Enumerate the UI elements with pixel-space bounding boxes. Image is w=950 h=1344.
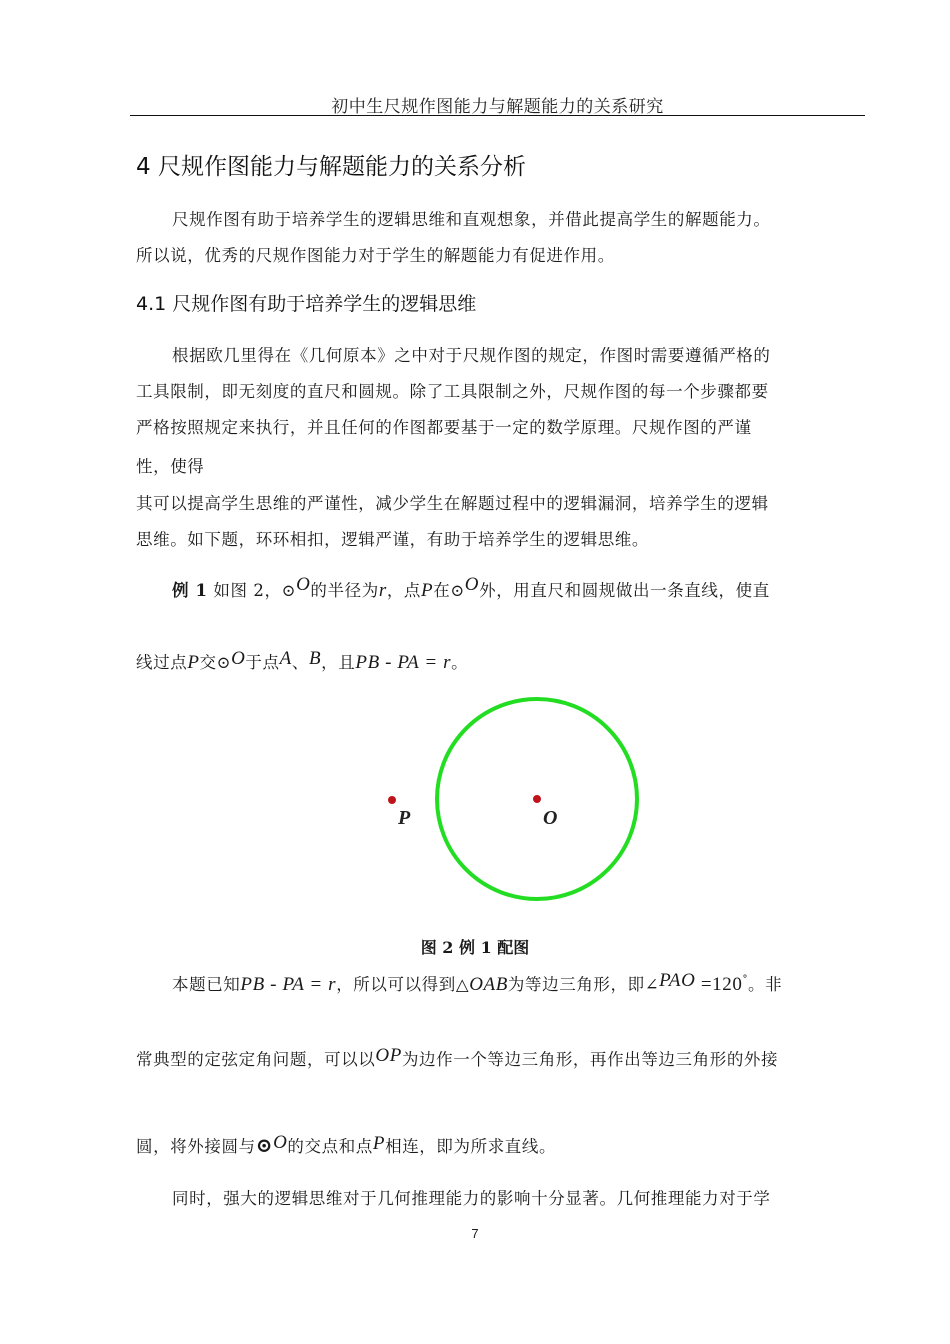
figure-2-diagram: [360, 690, 660, 910]
angle-symbol: ∠: [644, 975, 660, 994]
math-equation: PB - PA = r: [240, 974, 337, 995]
math-P: P: [372, 1133, 386, 1154]
math-PAO: PAO: [659, 970, 696, 991]
example-line-1: 例 1 如图 2，⊙O的半径为r，点P在⊙O外，用直尺和圆规做出一条直线，使直: [172, 574, 770, 601]
example-line-2: 线过点P交⊙O于点A、B，且PB - PA = r。: [136, 648, 469, 673]
math-B: B: [308, 648, 322, 669]
circle-symbol: ⊙: [281, 581, 297, 600]
math-O: O: [296, 574, 311, 595]
math-OP: OP: [375, 1045, 402, 1066]
solution-line-1: 本题已知PB - PA = r，所以可以得到△OAB为等边三角形，即∠PAO =120°。非: [172, 970, 783, 995]
intro-line-1: 尺规作图有助于培养学生的逻辑思维和直观想象，并借此提高学生的解题能力。: [172, 210, 771, 229]
point-O: [533, 795, 541, 803]
math-O: O: [464, 574, 480, 595]
page-number: 7: [471, 1226, 479, 1241]
solution-line-3: 圆，将外接圆与⊙O的交点和点P相连，即为所求直线。: [136, 1132, 557, 1157]
section-heading: 4 尺规作图能力与解题能力的关系分析: [136, 154, 526, 180]
para1-line-2: 工具限制，即无刻度的直尺和圆规。除了工具限制之外，尺规作图的每一个步骤都要: [136, 382, 769, 401]
math-O: O: [231, 648, 246, 669]
label-P: P: [398, 807, 411, 829]
subsection-heading: 4.1 尺规作图有助于培养学生的逻辑思维: [136, 293, 477, 315]
degree-symbol: °: [742, 974, 749, 985]
math-P: P: [187, 652, 200, 673]
figure-caption: 图 2 例 1 配图: [420, 938, 530, 957]
header-rule: [130, 115, 865, 116]
math-A: A: [279, 648, 292, 669]
example-label: 例 1: [172, 581, 208, 600]
para1-line-5: 其可以提高学生思维的严谨性，减少学生在解题过程中的逻辑漏洞，培养学生的逻辑: [136, 494, 769, 513]
para1-line-3: 严格按照规定来执行，并且任何的作图都要基于一定的数学原理。尺规作图的严谨: [136, 418, 752, 437]
circle-symbol: ⊙: [450, 581, 465, 600]
circle-symbol: ⊙: [255, 1133, 274, 1157]
solution-line-2: 常典型的定弦定角问题，可以以OP为边作一个等边三角形，再作出等边三角形的外接: [136, 1045, 779, 1069]
closing-line-1: 同时，强大的逻辑思维对于几何推理能力的影响十分显著。几何推理能力对于学: [172, 1189, 771, 1208]
intro-line-2: 所以说，优秀的尺规作图能力对于学生的解题能力有促进作用。: [136, 246, 615, 265]
para1-line-1: 根据欧几里得在《几何原本》之中对于尺规作图的规定，作图时需要遵循严格的: [172, 346, 771, 365]
math-O: O: [273, 1132, 288, 1153]
point-P: [388, 796, 396, 804]
math-P: P: [421, 580, 434, 601]
label-O: O: [543, 807, 558, 829]
para1-line-6: 思维。如下题，环环相扣，逻辑严谨，有助于培养学生的逻辑思维。: [136, 530, 649, 549]
circle-symbol: ⊙: [216, 653, 232, 672]
math-r: r: [378, 580, 387, 601]
running-header-title: 初中生尺规作图能力与解题能力的关系研究: [331, 97, 664, 117]
math-equation: PB - PA = r: [355, 652, 452, 673]
triangle-symbol: △: [455, 975, 470, 994]
math-OAB: OAB: [469, 974, 508, 995]
para1-line-4: 性，使得: [136, 457, 205, 476]
